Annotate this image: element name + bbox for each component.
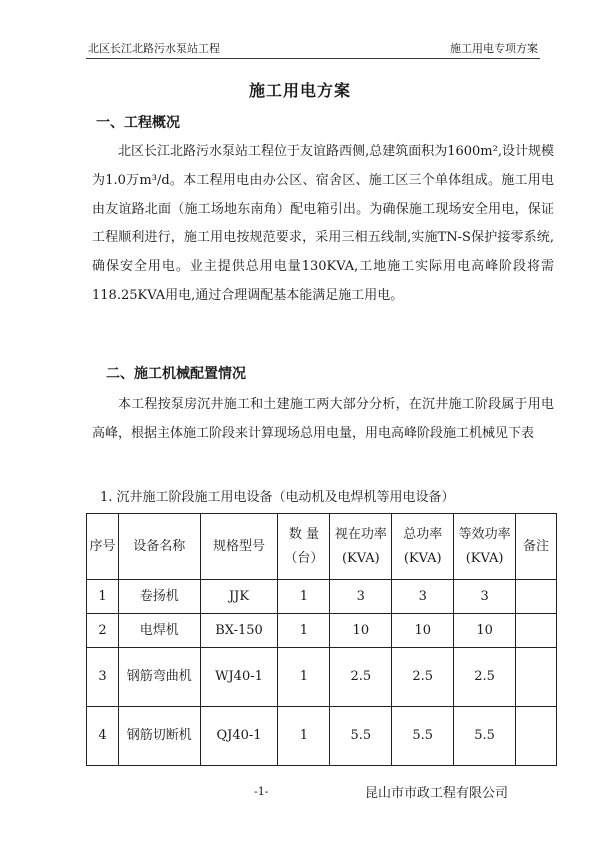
cell-total-power: 2.5 [392, 648, 454, 707]
header-model: 规格型号 [200, 514, 278, 580]
header-qty: 数 量（台） [278, 514, 330, 580]
cell-total-power: 3 [392, 580, 454, 614]
header-name: 设备名称 [118, 514, 200, 580]
cell-apparent-power: 2.5 [330, 648, 392, 707]
page-number: -1- [254, 785, 269, 798]
cell-equivalent-power: 3 [454, 580, 516, 614]
cell-apparent-power: 3 [330, 580, 392, 614]
header-project-name: 北区长江北路污水泵站工程 [88, 42, 220, 55]
cell-qty: 1 [278, 580, 330, 614]
header-document-type: 施工用电专项方案 [450, 42, 538, 55]
cell-name: 卷扬机 [118, 580, 200, 614]
table-header-row [87, 514, 557, 580]
cell-note [516, 648, 557, 707]
section-2-paragraph: 本工程按泵房沉井施工和土建施工两大部分分析，在沉井施工阶段属于用电高峰，根据主体施工阶段来计算现场总用电量，用电高峰阶段施工机械见下表 [92, 397, 554, 441]
header-equivalent-power: 等效功率(KVA) [454, 514, 516, 580]
cell-equivalent-power: 5.5 [454, 707, 516, 766]
cell-note [516, 614, 557, 648]
cell-qty: 1 [278, 707, 330, 766]
footer-company-name: 昆山市市政工程有限公司 [365, 786, 509, 801]
equipment-table-caption: 1. 沉井施工阶段施工用电设备（电动机及电焊机等用电设备） [100, 490, 455, 505]
header-apparent-power: 视在功率(KVA) [330, 514, 392, 580]
cell-model: JJK [200, 580, 278, 614]
cell-equivalent-power: 2.5 [454, 648, 516, 707]
table-row [87, 580, 557, 614]
cell-model: BX-150 [200, 614, 278, 648]
header-total-power: 总功率(KVA) [392, 514, 454, 580]
cell-seq: 3 [87, 648, 119, 707]
cell-total-power: 5.5 [392, 707, 454, 766]
cell-equivalent-power: 10 [454, 614, 516, 648]
cell-note [516, 707, 557, 766]
cell-name: 钢筋弯曲机 [118, 648, 200, 707]
header-seq: 序号 [87, 514, 119, 580]
table-row [87, 648, 557, 707]
section-1-heading: 一、工程概况 [96, 115, 180, 131]
cell-apparent-power: 10 [330, 614, 392, 648]
section-2-heading: 二、施工机械配置情况 [106, 366, 246, 382]
equipment-table [86, 513, 557, 766]
cell-seq: 2 [87, 614, 119, 648]
section-1-paragraph: 北区长江北路污水泵站工程位于友谊路西侧,总建筑面积为1600m²,设计规模为1.0万m³/d。本工程用电由办公区、宿舍区、施工区三个单体组成。施工用电由友谊路北面（施工场地东南角）配电箱引出。为确保施工现场安全用电，保证工程顺利进行，施工用电按规范要求，采用三相五线制,实施TN-S保护接零系统,确保安全用电。业主提供总用电量130KVA,工地施工实际用电高峰阶段将需118.25KVA用电,通过合理调配基本能满足施工用电。 [92, 144, 554, 303]
header-note: 备注 [516, 514, 557, 580]
cell-name: 电焊机 [118, 614, 200, 648]
cell-apparent-power: 5.5 [330, 707, 392, 766]
cell-model: QJ40-1 [200, 707, 278, 766]
cell-seq: 1 [87, 580, 119, 614]
cell-name: 钢筋切断机 [118, 707, 200, 766]
table-row [87, 707, 557, 766]
cell-qty: 1 [278, 614, 330, 648]
cell-seq: 4 [87, 707, 119, 766]
table-row [87, 614, 557, 648]
cell-model: WJ40-1 [200, 648, 278, 707]
cell-note [516, 580, 557, 614]
page-title: 施工用电方案 [248, 81, 351, 100]
cell-total-power: 10 [392, 614, 454, 648]
cell-qty: 1 [278, 648, 330, 707]
header-divider [86, 58, 540, 59]
